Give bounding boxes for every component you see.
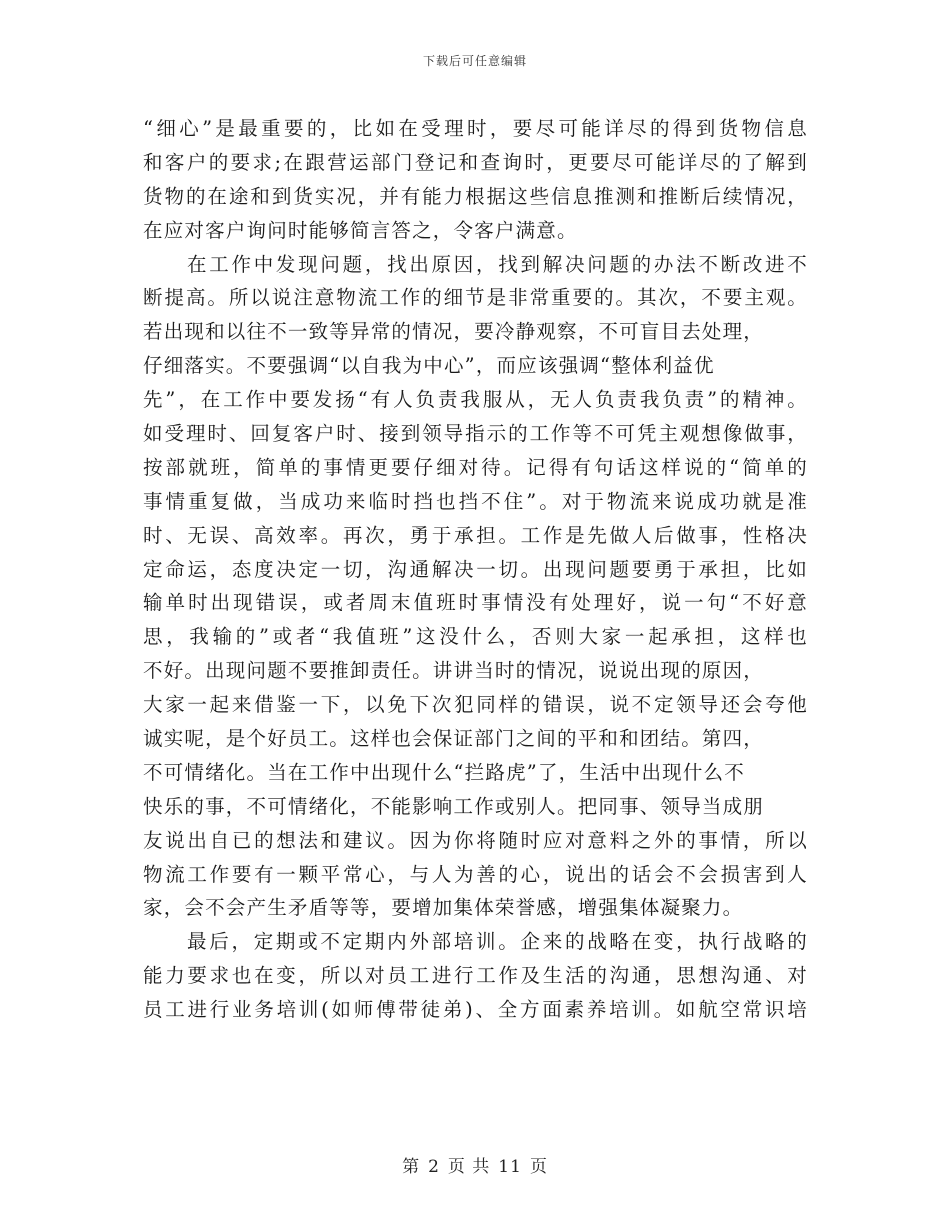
footer-total-pages: 11	[498, 1157, 522, 1177]
text-line: 在工作中发现问题，找出原因，找到解决问题的办法不断改进不	[187, 252, 808, 276]
text-line: 思，我输的”或者“我值班”这没什么，否则大家一起承担，这样也	[143, 625, 808, 649]
text-line: 不可情绪化。当在工作中出现什么“拦路虎”了，生活中出现什么不	[143, 760, 745, 784]
text-line: 按部就班，简单的事情更要仔细对待。记得有句话这样说的“简单的	[143, 455, 808, 479]
text-line: 输单时出现错误，或者周末值班时事情没有处理好，说一句“不好意	[143, 591, 808, 615]
text-line: 在应对客户询问时能够简言答之，令客户满意。	[143, 218, 578, 242]
text-line: 仔细落实。不要强调“以自我为中心”，而应该强调“整体利益优	[143, 354, 715, 378]
footer-suffix: 页	[529, 1157, 548, 1177]
text-line: 诚实呢，是个好员工。这样也会保证部门之间的平和和团结。第四，	[143, 727, 765, 751]
footer-prefix: 第	[402, 1157, 421, 1177]
body-text	[143, 112, 808, 1027]
text-line: 定命运，态度决定一切，沟通解决一切。出现问题要勇于承担，比如	[143, 557, 808, 581]
text-line: 时、无误、高效率。再次，勇于承担。工作是先做人后做事，性格决	[143, 523, 808, 547]
text-line: “细心”是最重要的，比如在受理时，要尽可能详尽的得到货物信息	[143, 117, 808, 140]
text-line: 能力要求也在变，所以对员工进行工作及生活的沟通，思想沟通、对	[143, 964, 808, 988]
text-line: 若出现和以往不一致等异常的情况，要冷静观察，不可盲目去处理，	[143, 320, 765, 344]
page-footer	[0, 1152, 950, 1177]
text-line: 断提高。所以说注意物流工作的细节是非常重要的。其次，不要主观。	[143, 286, 808, 310]
text-line: 货物的在途和到货实况，并有能力根据这些信息推测和推断后续情况，	[143, 184, 808, 208]
text-line: 事情重复做，当成功来临时挡也挡不住”。对于物流来说成功就是准	[143, 489, 808, 513]
footer-mid: 页 共	[447, 1157, 491, 1177]
text-line: 先”，在工作中要发扬“有人负责我服从，无人负责我负责”的精神。	[143, 388, 808, 412]
text-line: 最后，定期或不定期内外部培训。企来的战略在变，执行战略的	[187, 930, 808, 954]
text-line: 不好。出现问题不要推卸责任。讲讲当时的情况，说说出现的原因，	[143, 659, 765, 683]
text-line: 和客户的要求;在跟营运部门登记和查询时，更要尽可能详尽的了解到	[143, 150, 808, 174]
footer-current-page: 2	[428, 1157, 440, 1177]
text-line: 员工进行业务培训(如师傅带徒弟)、全方面素养培训。如航空常识培	[143, 998, 808, 1022]
text-line: 物流工作要有一颗平常心，与人为善的心，说出的话会不会损害到人	[143, 862, 808, 886]
text-line: 友说出自已的想法和建议。因为你将随时应对意料之外的事情，所以	[143, 828, 808, 852]
text-line: 快乐的事，不可情绪化，不能影响工作或别人。把同事、领导当成朋	[143, 794, 765, 818]
page-header: 下载后可任意编辑	[422, 54, 527, 68]
text-line: 大家一起来借鉴一下，以免下次犯同样的错误，说不定领导还会夸他	[143, 693, 808, 717]
text-line: 家，会不会产生矛盾等等，要增加集体荣誉感，增强集体凝聚力。	[143, 896, 744, 920]
text-line: 如受理时、回复客户时、接到领导指示的工作等不可凭主观想像做事，	[143, 422, 808, 446]
